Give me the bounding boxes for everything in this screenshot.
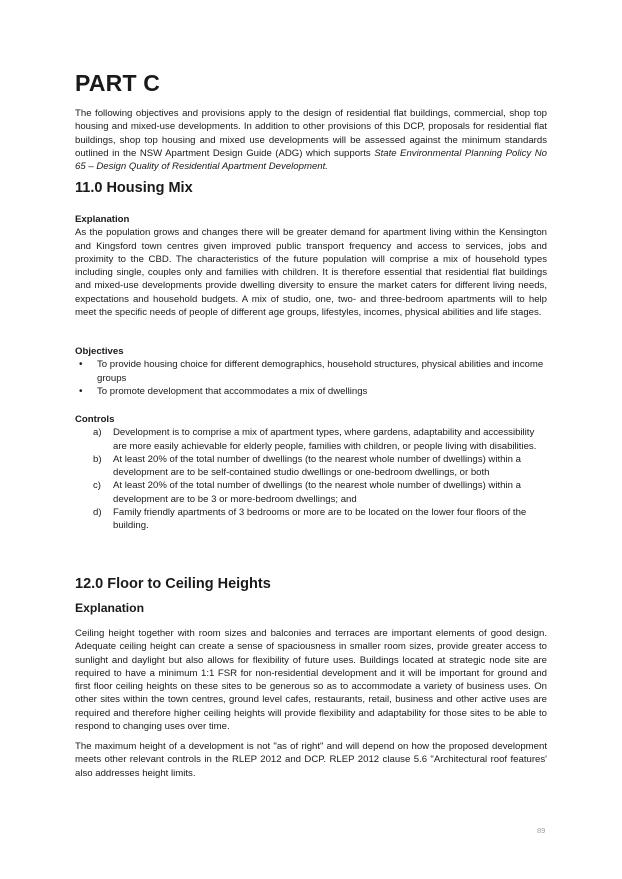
section-12-heading: 12.0 Floor to Ceiling Heights — [75, 576, 271, 592]
objectives-label: Objectives — [75, 346, 124, 357]
explanation-text: As the population grows and changes there will be greater demand for apartment living within the Kensington and Kingsford town centres given improved public transport frequency and access to services, jobs and proximity to the CBD. The characteristics of the future population will comprise a mix of household types including single, couples only and families with children. It is therefore essential that residential flat buildings and mixed-use developments provide dwelling diversity to ensure the market caters for different living needs, expectations and household budgets. A mix of studio, one, two- and three-bedroom apartments will to help meet the specific needs of people of different age groups, lifestyles, incomes, physical abilities and life stages. — [75, 227, 547, 319]
list-item — [75, 506, 547, 533]
list-text: Family friendly apartments of 3 bedrooms or more are to be located on the lower four floors of the building. — [113, 507, 527, 532]
section-12-paragraph-2: The maximum height of a development is not "as of right" and will depend on how the proposed development meets other relevant controls in the RLEP 2012 and DCP. RLEP 2012 clause 5.6 "Architectural roof features' also addresses height limits. — [75, 741, 547, 779]
list-item — [75, 479, 547, 506]
list-item: • To promote development that accommodates a mix of dwellings — [75, 385, 547, 398]
objectives-list — [75, 358, 547, 398]
section-12-paragraph-1: Ceiling height together with room sizes and balconies and terraces are important elements of good design. Adequate ceiling height can create a sense of spaciousness in smaller room sizes, provide greater access to sunlight and daylight but also allows for flexibility of future uses. Buildings located at strategic node site are required to have a minimum 1:1 FSR for non-residential development and it will be important for ground and first floor ceiling heights on these sites to be generous so as to accommodate a variety of business uses. On other sites within the town centres, ground level cafes, restaurants, retail, business and other active uses are required and therefore higher ceiling heights will provide flexibility and adaptability for those sites to be able to respond to changing uses over time. — [75, 628, 547, 733]
list-marker: c) — [93, 480, 101, 492]
section-11-controls — [75, 413, 547, 533]
intro-paragraph — [75, 107, 547, 173]
page-number: 89 — [537, 826, 546, 835]
controls-list — [75, 426, 547, 532]
list-marker: d) — [93, 507, 102, 519]
list-marker: b) — [93, 453, 102, 465]
list-item: • To provide housing choice for different demographics, household structures, physical abilities and income groups — [75, 358, 547, 385]
list-text: At least 20% of the total number of dwellings (to the nearest whole number of dwellings) within a development are to be 3 or more-bedroom dwellings; and — [113, 480, 521, 505]
section-11-heading: 11.0 Housing Mix — [75, 180, 193, 196]
section-12-explanation-heading: Explanation — [75, 601, 145, 615]
list-text: Development is to comprise a mix of apartment types, where gardens, adaptability and accessibility are more easily achievable for elderly people, families with children, or people living with disabilities. — [113, 427, 537, 452]
intro-text: The following objectives and provisions apply to the design of residential flat buildings, commercial, shop top housing and mixed-use developments. In addition to other provisions of this DCP, proposals for residential flat buildings, shop top housing and mixed use developments will be assessed against the minimum standards outlined in the NSW Apartment Design Guide (ADG) which supports — [75, 108, 547, 159]
part-title: PART C — [75, 70, 161, 96]
list-text: At least 20% of the total number of dwellings (to the nearest whole number of dwellings) within a development are to be self-contained studio dwellings or one-bedroom dwellings, or both — [113, 453, 521, 479]
list-marker: a) — [93, 427, 102, 439]
explanation-label: Explanation — [75, 214, 130, 225]
intro-italic-policy: State Environmental Planning Policy No 65 – Design Quality of Residential Apartment Development. — [75, 147, 547, 173]
controls-label: Controls — [75, 414, 115, 425]
list-item — [75, 426, 547, 453]
list-item — [75, 453, 547, 480]
section-11-explanation — [75, 213, 547, 319]
section-11-objectives — [75, 345, 547, 398]
